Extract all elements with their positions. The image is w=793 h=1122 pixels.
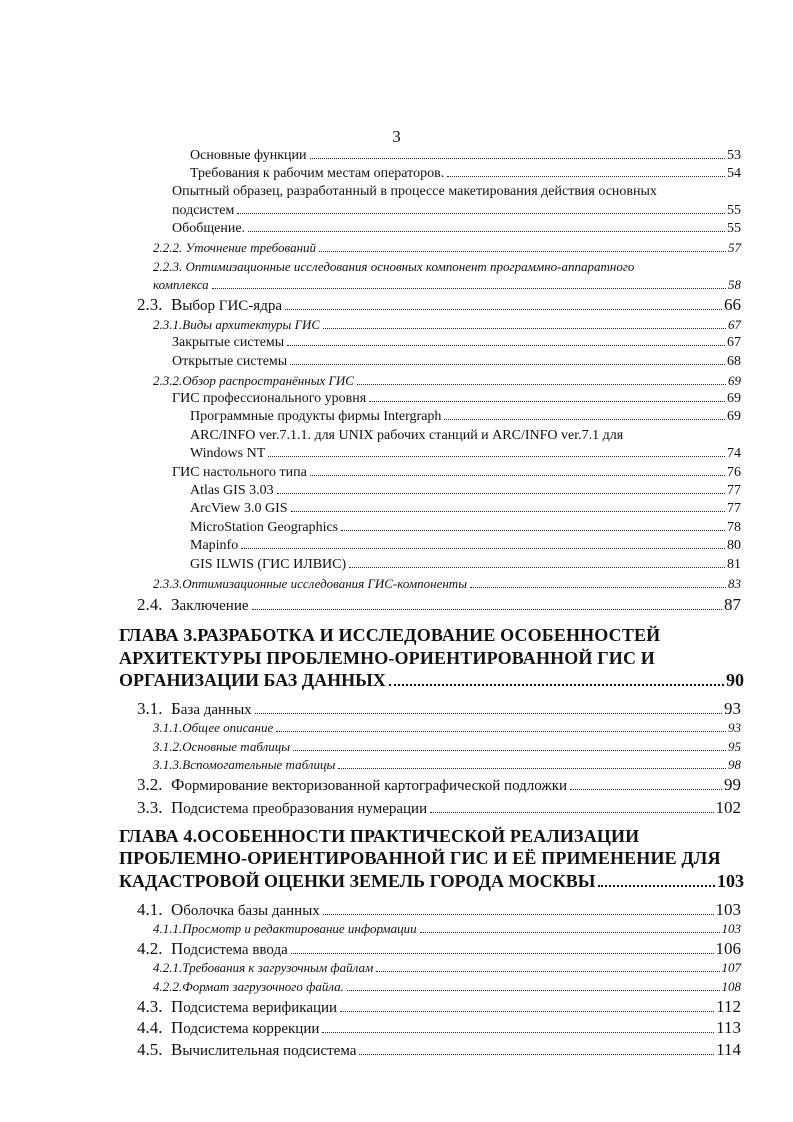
- entry-title: GIS ILWIS (ГИС ИЛВИС): [190, 557, 347, 572]
- dot-leader: [255, 713, 722, 714]
- entry-page: 107: [721, 960, 741, 975]
- dot-leader: [369, 401, 725, 402]
- entry-page: 74: [727, 446, 741, 461]
- entry-page: 93: [724, 699, 741, 718]
- chapter-page: 103: [717, 871, 744, 891]
- entry-number: 2.2.3.: [153, 259, 183, 274]
- entry-number: 4.4.: [137, 1018, 163, 1037]
- entry-page: 69: [728, 373, 741, 388]
- entry-number: 4.2.1.: [153, 960, 183, 975]
- entry-page: 98: [728, 757, 741, 772]
- entry-title-rest: ыбор ГИС-ядра: [182, 298, 282, 314]
- toc-entry[interactable]: [172, 222, 741, 236]
- chapter-heading-line: АРХИТЕКТУРЫ ПРОБЛЕМНО-ОРИЕНТИРОВАННОЙ ГИС И: [119, 648, 655, 668]
- toc-entry[interactable]: [137, 940, 741, 958]
- entry-number: 3.2.: [137, 775, 163, 794]
- dot-leader: [338, 768, 726, 769]
- dot-leader: [340, 1011, 714, 1012]
- entry-title: подсистем: [172, 203, 235, 218]
- dot-leader: [323, 914, 714, 915]
- entry-number: 3.1.3.: [153, 757, 183, 772]
- chapter-heading-line: ПРОБЛЕМНО-ОРИЕНТИРОВАННОЙ ГИС И ЕЁ ПРИМЕНЕНИЕ ДЛЯ: [119, 848, 721, 868]
- entry-page: 112: [716, 997, 741, 1016]
- dot-leader: [310, 475, 725, 476]
- toc-entry[interactable]: [153, 961, 741, 975]
- dot-leader: [268, 456, 725, 457]
- entry-title: ArcView 3.0 GIS: [190, 501, 288, 516]
- dot-leader: [420, 932, 720, 933]
- entry-page: 76: [727, 465, 741, 480]
- entry-number: 3.1.2.: [153, 739, 183, 754]
- dot-leader: [241, 548, 725, 549]
- entry-page: 78: [727, 520, 741, 535]
- entry-title: Формат загрузочного файла.: [182, 979, 344, 994]
- entry-page: 77: [727, 501, 741, 516]
- entry-title-rest: болочка базы данных: [183, 903, 320, 919]
- entry-page: 103: [721, 921, 741, 936]
- entry-number: 4.3.: [137, 997, 163, 1016]
- chapter-entry[interactable]: [119, 872, 744, 890]
- entry-title: Atlas GIS 3.03: [190, 483, 274, 498]
- dot-leader: [276, 731, 726, 732]
- entry-title: Оптимизационные исследования основных компонент программно-аппаратного: [185, 259, 635, 274]
- entry-title-rest: одсистема ввода: [183, 942, 288, 958]
- entry-title-rest: аключение: [179, 598, 249, 614]
- entry-title-first: О: [171, 900, 184, 919]
- toc-entry[interactable]: [137, 700, 741, 718]
- entry-title: Закрытые системы: [172, 335, 285, 350]
- toc-entry[interactable]: [190, 167, 741, 181]
- entry-page: 67: [727, 335, 741, 350]
- entry-page: 108: [721, 979, 741, 994]
- entry-page: 81: [727, 557, 741, 572]
- entry-number: 3.1.1.: [153, 720, 183, 735]
- dot-leader: [290, 364, 725, 365]
- toc-entry[interactable]: [153, 318, 741, 332]
- dot-leader: [357, 384, 726, 385]
- entry-title-rest: одсистема преобразования нумерации: [183, 801, 428, 817]
- toc-entry[interactable]: [190, 447, 741, 461]
- dot-leader: [570, 789, 722, 790]
- toc-entry[interactable]: [190, 539, 741, 553]
- toc-entry[interactable]: [190, 521, 741, 535]
- toc-entry[interactable]: [172, 355, 741, 369]
- dot-leader: [212, 288, 726, 289]
- entry-page: 77: [727, 483, 741, 498]
- toc-entry[interactable]: [137, 799, 741, 817]
- entry-number: 3.3.: [137, 798, 163, 817]
- dot-leader: [347, 990, 720, 991]
- entry-title-rest: одсистема верификации: [183, 1000, 338, 1016]
- entry-page: 53: [727, 148, 741, 163]
- chapter-entry[interactable]: [119, 671, 744, 689]
- entry-title: Основные функции: [190, 148, 307, 163]
- toc-entry[interactable]: [190, 410, 741, 424]
- entry-title: Уточнение требований: [185, 240, 317, 255]
- entry-page: 67: [728, 317, 741, 332]
- dot-leader: [291, 511, 725, 512]
- dot-leader: [444, 419, 725, 420]
- toc-entry[interactable]: [153, 374, 741, 388]
- entry-title-first: В: [171, 1040, 183, 1059]
- entry-page: 114: [716, 1040, 741, 1059]
- toc-entry[interactable]: [153, 740, 741, 754]
- entry-number: 2.3.: [137, 295, 163, 314]
- chapter-page: 90: [726, 670, 744, 690]
- dot-leader: [310, 158, 725, 159]
- toc-entry[interactable]: [190, 484, 741, 498]
- dot-leader: [447, 176, 725, 177]
- entry-title: Программные продукты фирмы Intergraph: [190, 409, 442, 424]
- dot-leader: [349, 567, 725, 568]
- dot-leader: [430, 812, 713, 813]
- entry-title-first: З: [171, 595, 180, 614]
- entry-page: 95: [728, 739, 741, 754]
- dot-leader: [376, 971, 719, 972]
- toc-entry[interactable]: [153, 980, 741, 994]
- entry-title: Требования к загрузочным файлам: [182, 960, 374, 975]
- entry-title: Виды архитектуры ГИС: [182, 317, 321, 332]
- entry-page: 99: [724, 775, 741, 794]
- entry-title-first: В: [171, 295, 183, 314]
- entry-title-first: П: [171, 798, 184, 817]
- entry-title: Windows NT: [190, 446, 266, 461]
- toc-entry[interactable]: [137, 296, 741, 314]
- dot-leader: [248, 231, 725, 232]
- entry-page: 80: [727, 538, 741, 553]
- entry-page: 54: [727, 166, 741, 181]
- toc-entry[interactable]: [153, 758, 741, 772]
- entry-number: 2.2.2.: [153, 240, 183, 255]
- entry-number: 4.2.2.: [153, 979, 183, 994]
- toc-entry[interactable]: [172, 466, 741, 480]
- entry-title: Обзор распространённых ГИС: [182, 373, 354, 388]
- chapter-title: ОРГАНИЗАЦИИ БАЗ ДАННЫХ: [119, 670, 386, 690]
- toc-entry[interactable]: [172, 336, 741, 350]
- dot-leader: [285, 309, 722, 310]
- entry-title-first: Б: [171, 699, 181, 718]
- toc-entry[interactable]: [137, 1019, 741, 1037]
- entry-title-first: П: [171, 939, 184, 958]
- entry-title: ГИС настольного типа: [172, 465, 307, 480]
- dot-leader: [277, 493, 725, 494]
- entry-page: 66: [724, 295, 741, 314]
- entry-title-first: П: [171, 997, 184, 1016]
- toc-entry[interactable]: [190, 149, 741, 163]
- entry-title: комплекса: [153, 277, 209, 292]
- entry-page: 103: [715, 900, 741, 919]
- toc-entry[interactable]: [137, 998, 741, 1016]
- dot-leader: [252, 609, 722, 610]
- toc-entry[interactable]: [137, 776, 741, 794]
- entry-title-rest: аза данных: [180, 702, 252, 718]
- toc-entry[interactable]: [137, 901, 741, 919]
- entry-title: Открытые системы: [172, 354, 288, 369]
- entry-page: 102: [715, 798, 741, 817]
- entry-number: 4.1.1.: [153, 921, 183, 936]
- toc-entry[interactable]: [190, 558, 741, 572]
- entry-number: 3.1.: [137, 699, 163, 718]
- toc-entry[interactable]: [172, 392, 741, 406]
- dot-leader: [322, 1032, 714, 1033]
- dot-leader: [237, 213, 725, 214]
- entry-title: Обобщение.: [172, 221, 246, 236]
- entry-title-line1: Опытный образец, разработанный в процессе макетирования действия основных: [172, 184, 657, 199]
- entry-number: 2.3.3.: [153, 576, 183, 591]
- toc-entry[interactable]: [172, 204, 741, 218]
- entry-page: 93: [728, 720, 741, 735]
- page-number: 3: [392, 127, 401, 146]
- toc-entry[interactable]: [153, 278, 741, 292]
- entry-page: 68: [727, 354, 741, 369]
- dot-leader: [389, 684, 724, 686]
- dot-leader: [359, 1054, 714, 1055]
- toc-entry[interactable]: [153, 721, 741, 735]
- entry-page: 58: [728, 277, 741, 292]
- entry-title-rest: одсистема коррекции: [183, 1021, 320, 1037]
- entry-title-rest: ычислительная подсистема: [182, 1043, 357, 1059]
- entry-page: 106: [715, 939, 741, 958]
- chapter-heading-line: ГЛАВА 4.ОСОБЕННОСТИ ПРАКТИЧЕСКОЙ РЕАЛИЗАЦИИ: [119, 826, 640, 846]
- entry-title-rest: ормирование векторизованной картографической подложки: [184, 778, 568, 794]
- entry-title: Основные таблицы: [182, 739, 291, 754]
- entry-title: MicroStation Geographics: [190, 520, 339, 535]
- entry-title-first: Ф: [171, 775, 185, 794]
- entry-page: 55: [727, 221, 741, 236]
- dot-leader: [293, 750, 726, 751]
- entry-number: 4.2.: [137, 939, 163, 958]
- entry-title: ГИС профессионального уровня: [172, 391, 367, 406]
- toc-entry[interactable]: [137, 1041, 741, 1059]
- entry-page: 55: [727, 203, 741, 218]
- dot-leader: [291, 953, 714, 954]
- dot-leader: [341, 530, 725, 531]
- entry-title: Просмотр и редактирование информации: [182, 921, 417, 936]
- entry-page: 83: [728, 576, 741, 591]
- toc-entry[interactable]: [137, 596, 741, 614]
- dot-leader: [319, 251, 726, 252]
- entry-page: 113: [716, 1018, 741, 1037]
- entry-title: Требования к рабочим местам операторов.: [190, 166, 445, 181]
- dot-leader: [287, 345, 725, 346]
- entry-number: 2.3.1.: [153, 317, 183, 332]
- entry-page: 69: [727, 391, 741, 406]
- entry-title: Оптимизационные исследования ГИС-компоненты: [182, 576, 467, 591]
- entry-number: 2.3.2.: [153, 373, 183, 388]
- entry-title-line1: ARC/INFO ver.7.1.1. для UNIX рабочих станций и ARC/INFO ver.7.1 для: [190, 428, 624, 443]
- entry-title-first: П: [171, 1018, 184, 1037]
- entry-number: 4.5.: [137, 1040, 163, 1059]
- entry-title: Вспомогательные таблицы: [182, 757, 336, 772]
- entry-title: Общее описание: [182, 720, 274, 735]
- toc-entry[interactable]: [153, 241, 741, 255]
- dot-leader: [323, 328, 726, 329]
- chapter-title: КАДАСТРОВОЙ ОЦЕНКИ ЗЕМЕЛЬ ГОРОДА МОСКВЫ: [119, 871, 596, 891]
- entry-number: 4.1.: [137, 900, 163, 919]
- toc-entry[interactable]: [153, 922, 741, 936]
- entry-number: 2.4.: [137, 595, 163, 614]
- entry-title-line1: [153, 260, 634, 273]
- dot-leader: [470, 587, 726, 588]
- entry-page: 69: [727, 409, 741, 424]
- entry-page: 57: [728, 240, 741, 255]
- dot-leader: [598, 885, 715, 887]
- chapter-heading-line: ГЛАВА 3.РАЗРАБОТКА И ИССЛЕДОВАНИЕ ОСОБЕННОСТЕЙ: [119, 625, 661, 645]
- toc-entry[interactable]: [190, 502, 741, 516]
- entry-page: 87: [724, 595, 741, 614]
- entry-title: Mapinfo: [190, 538, 239, 553]
- toc-entry[interactable]: [153, 577, 741, 591]
